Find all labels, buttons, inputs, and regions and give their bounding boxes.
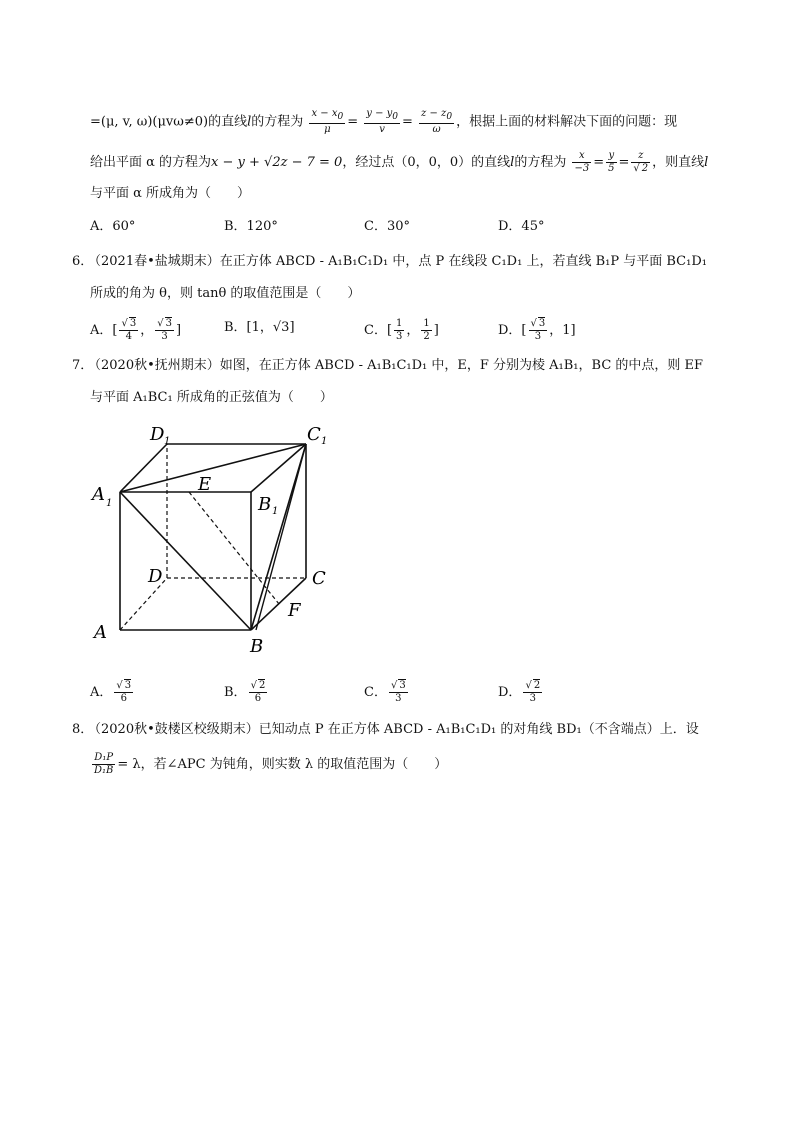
q5-plane-eq: x − y + √2z − 7 = 0 — [211, 155, 343, 170]
q7-line2: 与平面 A₁BC₁ 所成角的正弦值为（ ） — [90, 390, 333, 405]
label-C1: C — [307, 424, 321, 445]
q7-option-b: B． $\frac{√ 2}{6}$ — [224, 680, 266, 704]
edge-A1-B — [120, 492, 251, 630]
label-D1: D — [150, 424, 165, 445]
label-B1-sub: 1 — [272, 506, 279, 517]
q5-text-c: ，根据上面的材料解决下面的问题：现 — [456, 114, 678, 130]
q6-line2: 所成的角为 θ，则 tanθ 的取值范围是（ ） — [90, 286, 361, 301]
q5-frac-x: $\frac{x - x_0}{\mu}$ — [311, 108, 344, 135]
q5-line2: 给出平面 α 的方程为x − y + √2z − 7 = 0，经过点（0，0，0）的直线l的方程为 $\frac{x}{-3}$ = $\frac{y}{5}$ = $\frac{z}{√ 2}$ ，则直线l — [90, 150, 709, 174]
q5-line-l-3: l — [704, 155, 709, 170]
label-E: E — [198, 474, 212, 495]
q5-line1: =(μ, v, ω)(μvω≠0)的直线l的方程为 $\frac{x - x_0}{\mu}$ = $\frac{y - y_0}{v}$ = $\frac{z - z_0}{\omega}$ ，根据上面的材料解决下面的问题：现 — [90, 108, 678, 135]
q6-option-c: C．[ $\frac{1}{3}$ ， $\frac{1}{2}$ ] — [364, 318, 439, 342]
q7-line1: （2020秋•抚州期末）如图，在正方体 ABCD - A₁B₁C₁D₁ 中，E，F 分别为棱 A₁B₁，BC 的中点，则 EF — [88, 358, 704, 373]
q7-option-c: C． $\frac{√ 3}{3}$ — [364, 680, 406, 704]
q8-line2 — [90, 752, 447, 777]
q7-option-a: A． $\frac{√ 3}{6}$ — [90, 680, 132, 704]
q8-line2-text: = λ，若∠APC 为钝角，则实数 λ 的取值范围为（ ） — [117, 757, 448, 772]
q5-line-l: l — [247, 114, 252, 130]
q6-option-b: B．[1，√3] — [224, 320, 295, 335]
q5-frac-z: $\frac{z - z_0}{\omega}$ — [421, 108, 453, 135]
q5-text-a: =(μ, v, ω)(μvω≠0)的直线 — [90, 114, 248, 130]
q5-line-l-2: l — [510, 155, 515, 170]
label-C1-sub: 1 — [321, 436, 328, 447]
edge-A1-D1 — [120, 444, 167, 492]
q5-option-b: B．120° — [224, 219, 278, 234]
q5-plane-text: 给出平面 α 的方程为 — [90, 155, 212, 170]
q5-option-d: D．45° — [498, 219, 545, 234]
label-F: F — [288, 600, 301, 621]
label-A1-sub: 1 — [106, 498, 113, 509]
q6-option-d: D．[ $\frac{√ 3}{3}$ ，1] — [498, 318, 576, 342]
label-B: B — [250, 636, 264, 657]
label-B1: B — [258, 494, 272, 515]
q5-text-b: 的方程为 — [251, 114, 304, 130]
q5-line3: 与平面 α 所成角为（ ） — [90, 186, 251, 201]
q5-then-text: ，则直线 — [652, 155, 705, 170]
label-A: A — [94, 622, 107, 643]
label-A1: A — [92, 484, 105, 505]
q8-line1: （2020秋•鼓楼区校级期末）已知动点 P 在正方体 ABCD - A₁B₁C₁D₁ 的对角线 BD₁（不含端点）上．设 — [88, 722, 699, 737]
q5-option-a: A．60° — [90, 219, 136, 234]
q6-option-a: A．[ $\frac{√ 3}{4}$ ， $\frac{√ 3}{3}$ ] — [90, 318, 182, 342]
cube-figure — [86, 418, 346, 658]
label-C: C — [312, 568, 326, 589]
q5-option-c: C．30° — [364, 219, 410, 234]
q5-frac-line-x: $\frac{x}{-3}$ — [574, 150, 590, 174]
q6-number: 6． — [72, 254, 94, 269]
label-D: D — [148, 566, 163, 587]
q5-eq-text: 的方程为 — [514, 155, 567, 170]
q7-option-d: D． $\frac{√ 2}{3}$ — [498, 680, 541, 704]
label-D1-sub: 1 — [164, 436, 171, 447]
q5-point-text: ，经过点（0，0，0）的直线 — [342, 155, 511, 170]
q7-number: 7． — [72, 358, 94, 373]
q6-line1: （2021春•盐城期末）在正方体 ABCD - A₁B₁C₁D₁ 中，点 P 在线段 C₁D₁ 上，若直线 B₁P 与平面 BC₁D₁ — [88, 254, 707, 269]
q8-number: 8． — [72, 722, 94, 737]
q8-ratio-fraction: $\frac{\text{D₁P}}{\text{D₁B}}$ — [94, 752, 114, 776]
q5-frac-line-y: $\frac{y}{5}$ — [608, 150, 615, 174]
q5-frac-y: $\frac{y - y_0}{v}$ — [366, 108, 399, 135]
q5-frac-line-z: $\frac{z}{√ 2}$ — [633, 150, 649, 174]
